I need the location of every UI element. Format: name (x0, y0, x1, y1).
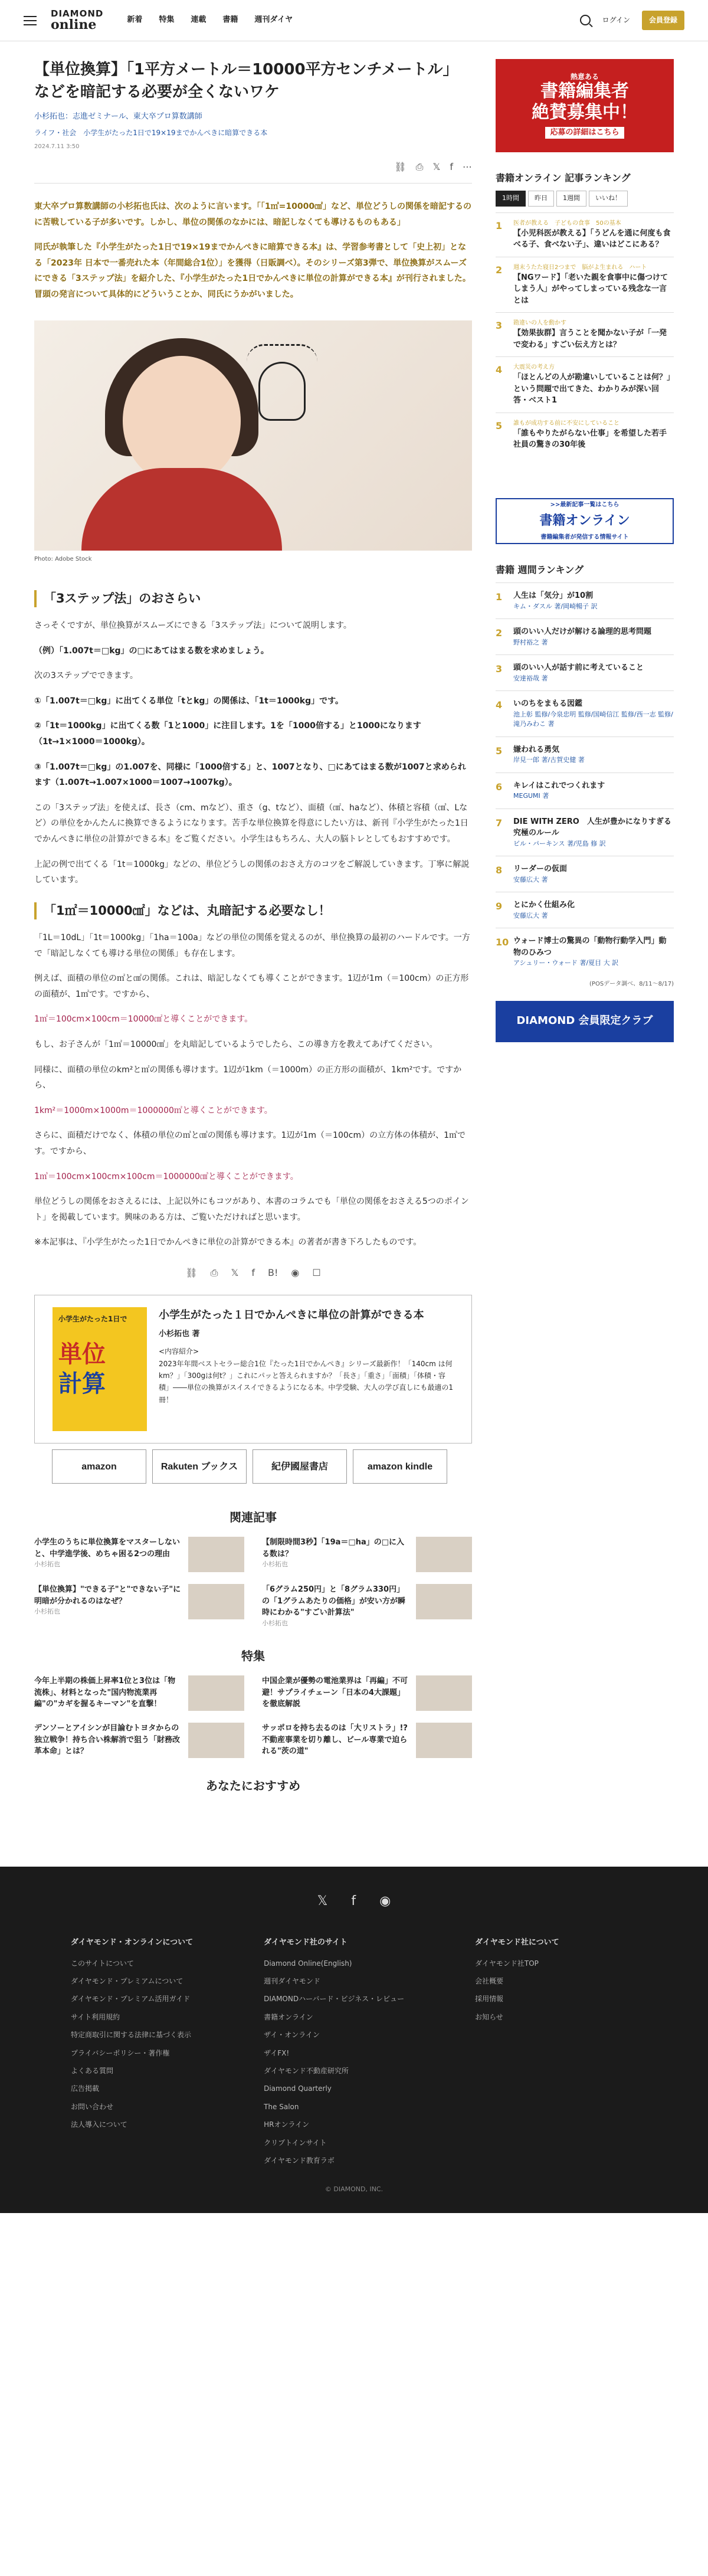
footer-link[interactable]: ダイヤモンド・プレミアム活用ガイド (71, 1995, 191, 2004)
member-club-banner[interactable]: DIAMOND 会員限定クラブ (496, 1001, 674, 1042)
footer-link[interactable]: ザイFX! (264, 2048, 290, 2057)
link-copy-icon[interactable]: ⛓ (185, 1267, 198, 1279)
banner-main: 書籍オンライン (539, 513, 630, 529)
related-author: 小杉拓也 (262, 1619, 288, 1627)
search-icon[interactable] (580, 15, 591, 25)
related-title: 小学生のうちに単位換算をマスターしないと、中学進学後、めちゃ困る2つの理由 (34, 1538, 181, 1559)
list-item[interactable] (262, 1584, 472, 1628)
nav-feature[interactable]: 特集 (159, 15, 175, 25)
rank-title: 頭のいい人が話す前に考えていること (513, 663, 644, 673)
article (34, 59, 472, 1831)
rank-title: 人生は「気分」が10割 (513, 591, 594, 601)
footer-link[interactable]: お問い合わせ (71, 2102, 114, 2111)
banner-small: >>最新記事一覧はこちら (550, 502, 620, 509)
line-share-icon[interactable]: ◉ (291, 1267, 300, 1279)
print-icon[interactable]: ⎙ (415, 161, 424, 172)
banner-line-2: 絶賛募集中！ (532, 102, 638, 123)
rank-number: 10 (496, 937, 509, 948)
paragraph: この「3ステップ法」を使えば、長さ（cm、mなど）、重さ（g、tなど）、面積（㎠、haなど）、体積と容積（㎤、Lなど）の単位をかんたんに換算できるようになります。苦手な単位換算を得意にしたい方は、新刊『小学生がたった1日でかんぺきに単位の計算ができる本』をご覧ください。小学生はもちろん、大人の脳トレとしてもおすすめです。 (34, 803, 468, 844)
footer-link[interactable]: 会社概要 (475, 1977, 504, 1986)
rakuten-button[interactable]: Rakuten ブックス (152, 1449, 247, 1484)
books-online-banner[interactable] (496, 498, 674, 544)
footer-link[interactable]: ダイヤモンド・プレミアムについて (71, 1977, 183, 1986)
rank-number: 4 (496, 364, 503, 376)
rank-number: 6 (496, 781, 503, 793)
rank-title: とにかく仕組み化 (513, 901, 575, 910)
ranking-item[interactable] (496, 312, 674, 356)
footer-link[interactable]: The Salon (264, 2102, 299, 2111)
print-icon[interactable]: ⎙ (210, 1267, 218, 1279)
ranking-item[interactable] (496, 212, 674, 257)
footer-col-sites (264, 1936, 404, 2173)
hatena-share-icon[interactable]: B! (267, 1267, 278, 1279)
link-copy-icon[interactable]: ⛓ (394, 161, 407, 172)
footer-link[interactable]: よくある質問 (71, 2067, 114, 2076)
hero-body-shape (81, 468, 282, 551)
rank-author: 岸見一郎 著/古賀史健 著 (513, 756, 585, 764)
ranking-item[interactable] (496, 809, 674, 856)
footer-link[interactable]: Diamond Online(English) (264, 1959, 352, 1968)
footer-link[interactable]: ダイヤモンド不動産研究所 (264, 2067, 349, 2076)
related-author: 小杉拓也 (34, 1608, 60, 1616)
rank-author: 安藤広大 著 (513, 911, 548, 919)
book-cover[interactable] (53, 1307, 147, 1431)
ranking-item[interactable] (496, 618, 674, 654)
book-cover-top: 小学生がたった1日で (58, 1315, 127, 1324)
ranking-item[interactable] (496, 356, 674, 413)
rank-title: 「ほとんどの人が勘違いしていることは何？」という問題で出てきた、わかりみが深い回答・ベスト1 (513, 373, 671, 405)
rank-author: 野村裕之 著 (513, 638, 548, 646)
social-links (71, 1890, 637, 1912)
ranking-item[interactable] (496, 737, 674, 773)
book-box (34, 1295, 472, 1444)
related-articles (34, 1537, 472, 1628)
facebook-share-icon[interactable]: f (251, 1267, 255, 1279)
rank-author: 池上彰 監修/今泉忠明 監修/国崎信江 監修/西一志 監修/滝乃みわこ 著 (513, 710, 673, 728)
rank-number: 7 (496, 817, 503, 829)
ranking-item[interactable] (496, 413, 674, 457)
footer-link[interactable]: ダイヤモンド教育ラボ (264, 2156, 335, 2165)
footer-link[interactable]: DIAMONDハーバード・ビジネス・レビュー (264, 1995, 405, 2004)
rank-title: リーダーの仮面 (513, 865, 568, 874)
store-links (34, 1449, 472, 1484)
footer-link[interactable]: Diamond Quarterly (264, 2084, 332, 2093)
book-summary: 2023年年間ベストセラー総合1位『たった1日でかんぺき』シリーズ最新作！「140cm は何km？」「300gは何t？」これにパッと答えられますか？「長さ」「重さ」「面積」「体積・容積」――単位の換算がスイスイできるようになる本。中学受験、大人の学び直しにも最適の1冊！ (159, 1359, 454, 1404)
site-footer (0, 1867, 708, 2213)
share-bar-top (34, 156, 472, 183)
menu-icon[interactable] (24, 16, 37, 25)
ranking-item[interactable] (496, 773, 674, 809)
thumbnail (188, 1584, 244, 1619)
rank-number: 4 (496, 699, 503, 711)
paragraph: 同様に、面積の単位のkm²と㎡の関係も導けます。1辺が1km（＝1000m）の正方形の面積が、1km²です。ですから、 (34, 1065, 462, 1091)
list-item[interactable] (262, 1675, 472, 1711)
rank-number: 5 (496, 420, 503, 431)
rank-author: 安藤広大 著 (513, 875, 548, 883)
footer-link[interactable]: クリプトインサイト (264, 2138, 327, 2147)
special-title: 今年上半期の株価上昇率1位と3位は「物流株」、材料となった"国内物流業再編"の"カギを握るキーマン"を直撃！ (34, 1677, 176, 1709)
logo-bottom: online (51, 17, 97, 32)
list-item[interactable] (34, 1584, 244, 1628)
recruit-banner[interactable] (496, 59, 674, 152)
x-share-icon[interactable]: 𝕏 (231, 1267, 239, 1279)
ranking-item[interactable] (496, 690, 674, 737)
rank-number: 1 (496, 220, 503, 231)
thumbnail (188, 1723, 244, 1758)
paragraph: 次の3ステップでできます。 (34, 671, 138, 681)
related-title: 【単位換算】"できる子"と"できない子"に明暗が分かれるのはなぜ？ (34, 1585, 181, 1606)
footer-link[interactable]: 法人導入について (71, 2120, 127, 2129)
ranking-list (496, 212, 674, 457)
banner-line-1: 書籍編集者 (540, 81, 629, 102)
rank-title: いのちをまもる図鑑 (513, 699, 583, 709)
rank-title: 「誰もやりたがらない仕事」を希望した若手社員の驚きの30年後 (513, 428, 667, 450)
logo-top: DIAMOND (51, 8, 104, 19)
rank-author: キム・ダスル 著/岡崎暢子 訳 (513, 602, 598, 610)
rank-number: 2 (496, 627, 503, 639)
copyright: © DIAMOND, INC. (324, 2185, 384, 2194)
x-icon[interactable]: 𝕏 (317, 1894, 328, 1909)
paragraph: 単位どうしの関係をおさえるには、上記以外にもコツがあり、本書のコラムでも「単位の関係をおさえる5つのポイント」を掲載しています。興味のある方は、ご覧いただければと思います。 (34, 1197, 469, 1222)
section-heading-1: 「3ステップ法」のおさらい (34, 590, 472, 607)
rank-title: 【小児科医が教える】「うどんを通に何度も食べる子、食べない子」、違いはどこにある？ (513, 228, 671, 250)
related-author: 小杉拓也 (262, 1560, 288, 1569)
article-lead (34, 183, 472, 303)
article-date: 2024.7.11 3:50 (34, 143, 80, 150)
paragraph: 例えば、面積の単位の㎡と㎠の関係。これは、暗記しなくても導くことができます。1辺が1m（＝100cm）の正方形の面積が、1㎡です。ですから、 (34, 974, 469, 999)
footer-link[interactable]: プライバシーポリシー・著作権 (71, 2048, 170, 2057)
amazon-button[interactable]: amazon (52, 1449, 146, 1484)
ranking-item[interactable] (496, 928, 674, 976)
step-1: ①「1.007t＝□kg」に出てくる単位「tとkg」の関係は、「1t＝1000kg」です。 (34, 696, 344, 706)
special-heading: 特集 (241, 1649, 265, 1664)
nav-new[interactable]: 新着 (127, 15, 143, 25)
footer-link[interactable]: 広告掲載 (71, 2084, 100, 2093)
rank-tag: 誰もが成功する前に不安にしていること (513, 420, 620, 427)
rank-title: 頭のいい人だけが解ける論理的思考問題 (513, 627, 652, 637)
lightbulb-icon (258, 362, 306, 421)
facebook-icon[interactable]: f (351, 1894, 356, 1909)
rank-tag: 大震災の考え方 (513, 364, 555, 371)
rank-title: 【効果抜群】言うことを聞かない子が「一発で変わる」すごい伝え方とは？ (513, 329, 667, 349)
site-logo[interactable] (51, 9, 103, 31)
list-item[interactable] (262, 1723, 472, 1758)
nav-weekly[interactable]: 週刊ダイヤ (254, 15, 293, 25)
banner-sub: 書籍編集者が発信する情報サイト (540, 533, 629, 541)
weekly-ranking-title: 書籍 週間ランキング (496, 564, 584, 575)
footer-link[interactable]: 特定商取引に関する法律に基づく表示 (71, 2031, 192, 2040)
thumbnail (416, 1537, 472, 1572)
footer-col-heading: ダイヤモンド社について (475, 1937, 559, 1947)
header-actions (580, 11, 684, 30)
list-item[interactable] (34, 1537, 244, 1572)
tab-likes[interactable]: いいね！ (589, 191, 628, 207)
list-item[interactable] (34, 1675, 244, 1711)
footer-link[interactable]: このサイトについて (71, 1959, 134, 1968)
related-title: 「6グラム250円」と「8グラム330円」の「1グラムあたりの価格」が安い方が瞬時にわかる"すごい計算法" (262, 1585, 405, 1618)
rank-author: MEGUMI 著 (513, 792, 549, 800)
thumbnail (188, 1675, 244, 1711)
paragraph: 「1L＝10dL」「1t＝1000kg」「1ha＝100a」などの単位の関係を覚えるのが、単位換算の最初のハードルです。一方で「暗記しなくても導ける単位の関係」も存在します。 (34, 933, 470, 958)
special-articles (34, 1675, 472, 1758)
paragraph: ※本記事は、『小学生がたった1日でかんぺきに単位の計算ができる本』の著者が書き下ろしたものです。 (34, 1238, 422, 1248)
footer-col-about (71, 1936, 193, 2173)
ranking-item[interactable] (496, 257, 674, 313)
rank-number: 2 (496, 264, 503, 276)
paragraph: さらに、面積だけでなく、体積の単位の㎥と㎤の関係も導けます。1辺が1m（＝100cm）の立方体の体積が、1㎥です。ですから、 (34, 1131, 466, 1157)
facebook-share-icon[interactable]: f (450, 161, 453, 172)
article-authors[interactable]: 小杉拓也：志進ゼミナール、東大卒プロ算数講師 (34, 112, 202, 122)
footer-col-company (475, 1936, 559, 2173)
formula-line: 1㎡＝100cm×100cm＝10000㎠と導くことができます。 (34, 1014, 253, 1024)
article-title: 【単位換算】「1平方メートル＝10000平方センチメートル」などを暗記する必要が全くないワケ (34, 61, 458, 101)
bookmark-icon[interactable]: ☐ (312, 1267, 321, 1279)
rank-title: DIE WITH ZERO 人生が豊かになりすぎる究極のルール (513, 817, 671, 838)
rank-tag: 週末うたた寝日2つまで 脳がよ生まれる ハート (513, 264, 647, 271)
ranking-item[interactable] (496, 892, 674, 928)
rank-number: 1 (496, 591, 503, 603)
thumbnail (416, 1584, 472, 1619)
lead-paragraph-2: 同氏が執筆した『小学生がたった1日で19×19までかんぺきに暗算できる本』は、学習参考書として「史上初」となる「2023年 日本で一番売れた本（年間総合1位）」を獲得（日販調べ）。そのシリーズ第3弾で、単位換算がスムーズにできる「3ステップ法」を紹介した、『小学生がたった1日でかんぺきに単位の計算ができる本』が刊行されました。冒頭の発言について具体的にどういうことか、同氏にうかがいました。 (34, 243, 471, 300)
nav-books[interactable]: 書籍 (222, 15, 238, 25)
thumbnail (416, 1675, 472, 1711)
list-item[interactable] (262, 1537, 472, 1572)
book-label: <内容紹介> (159, 1347, 199, 1356)
rank-author: 安達裕哉 著 (513, 674, 548, 682)
banner-tag: 熱意ある (570, 73, 599, 81)
example-line: （例）「1.007t＝□kg」の□にあてはまる数を求めましょう。 (34, 646, 269, 656)
related-title: 【制限時間3秒】「19a＝□ha」の□に入る数は？ (262, 1538, 405, 1559)
paragraph: もし、お子さんが「1㎡＝10000㎠」を丸暗記しているようでしたら、この導き方を教えてあげてください。 (34, 1040, 438, 1050)
rank-title: キレイはこれでつくれます (513, 781, 605, 790)
paragraph: さっそくですが、単位換算がスムーズにできる「3ステップ法」について説明します。 (34, 621, 352, 630)
book-info (159, 1307, 454, 1431)
rank-number: 8 (496, 865, 503, 876)
footer-link[interactable]: HRオンライン (264, 2120, 310, 2129)
formula-line: 1㎥＝100cm×100cm×100cm＝1000000㎤と導くことができます。 (34, 1171, 299, 1181)
paragraph: 上記の例で出てくる「1t＝1000kg」などの、単位どうしの関係のおさえ方のコツをご解説していきます。丁寧に解説しています。 (34, 859, 470, 885)
hero-rays-shape (247, 344, 317, 362)
lead-paragraph-1: 東大卒プロ算数講師の小杉拓也氏は、次のように言います。「「1㎡=10000㎠」など、単位どうしの関係を暗記するのに苦戦している子が多いです。しかし、単位の関係のなかには、暗記しなくても導けるものもある」 (34, 202, 472, 227)
weekly-ranking-list (496, 582, 674, 976)
share-bar-bottom (34, 1265, 472, 1281)
book-title[interactable]: 小学生がたった１日でかんぺきに単位の計算ができる本 (159, 1309, 424, 1322)
kindle-button[interactable]: amazon kindle (353, 1449, 447, 1484)
footer-link[interactable]: 採用情報 (475, 1995, 504, 2004)
footer-link[interactable]: ザイ・オンライン (264, 2031, 320, 2040)
site-header (0, 0, 708, 41)
page-body (0, 41, 708, 1831)
footer-link[interactable]: 書籍オンライン (264, 2012, 313, 2021)
global-nav (127, 14, 579, 27)
login-link[interactable]: ログイン (602, 16, 630, 25)
footer-link[interactable]: ダイヤモンド社TOP (475, 1959, 539, 1968)
rank-number: 3 (496, 663, 503, 675)
rank-author: ビル・パーキンス 著/児島 修 訳 (513, 839, 606, 847)
formula-line: 1km²＝1000m×1000m＝1000000㎡と導くことができます。 (34, 1105, 273, 1115)
kinokuniya-button[interactable]: 紀伊國屋書店 (253, 1449, 347, 1484)
rank-number: 5 (496, 745, 503, 757)
ranking-tabs (496, 191, 674, 207)
rank-title: 嫌われる勇気 (513, 745, 560, 754)
rank-title: 【NGワード】「老いた親を食事中に傷つけてしまう人」がやってしまっている残念な一言とは (513, 273, 668, 305)
x-share-icon[interactable]: 𝕏 (432, 161, 441, 172)
footer-link[interactable]: お知らせ (475, 2012, 503, 2021)
book-cover-word-1: 単位 (58, 1341, 106, 1369)
ranking-item[interactable] (496, 582, 674, 618)
footer-columns (71, 1936, 637, 2173)
related-author: 小杉拓也 (34, 1560, 60, 1569)
ranking-item[interactable] (496, 654, 674, 690)
footer-link[interactable]: 週刊ダイヤモンド (264, 1977, 320, 1986)
recommend-heading: あなたにおすすめ (205, 1779, 301, 1793)
rank-number: 9 (496, 901, 503, 912)
special-title: 中国企業が優勢の電池業界は「再編」不可避！サプライチェーン「日本の4大課題」を徹底解説 (262, 1677, 408, 1709)
related-heading: 関連記事 (230, 1510, 277, 1525)
list-item[interactable] (34, 1723, 244, 1758)
rank-tag: 医者が教える 子どもの食事 50の基本 (513, 220, 621, 227)
article-categories[interactable]: ライフ・社会 小学生がたった1日で19×19までかんぺきに暗算できる本 (34, 129, 268, 138)
thumbnail (416, 1723, 472, 1758)
book-cover-word-2: 計算 (58, 1370, 106, 1398)
special-title: デンソーとアイシンが目論むトヨタからの独立戦争！持ち合い株解消で狙う「財務改革本命」とは？ (34, 1724, 181, 1756)
ranking-source: (POSデータ調べ、8/11～8/17) (589, 980, 674, 987)
tab-1week[interactable]: 1週間 (556, 191, 586, 207)
book-author: 小杉拓也 著 (159, 1330, 200, 1339)
footer-col-heading: ダイヤモンド・オンラインについて (71, 1937, 194, 1947)
hero-face-shape (123, 356, 241, 486)
section-heading-2: 「1㎡＝10000㎠」などは、丸暗記する必要なし！ (34, 902, 472, 919)
rss-icon[interactable]: ◉ (379, 1894, 391, 1909)
rank-number: 3 (496, 320, 503, 332)
rank-title: ウォード博士の驚異の「動物行動学入門」動物のひみつ (513, 937, 667, 957)
hero-image (34, 320, 472, 551)
thumbnail (188, 1537, 244, 1572)
special-title: サッポロを持ち去るのは「大リストラ」!?不動産事業を切り離し、ビール専業で迫られる"茨の道" (262, 1724, 408, 1756)
tab-1hour[interactable]: 1時間 (496, 191, 526, 207)
more-share-icon[interactable]: ⋯ (463, 161, 472, 172)
footer-col-heading: ダイヤモンド社のサイト (264, 1937, 348, 1947)
footer-link[interactable]: サイト利用規約 (71, 2012, 120, 2021)
rank-tag: 勘違いの人を動かす (513, 320, 566, 327)
banner-sub: 応募の詳細はこちら (545, 127, 624, 139)
ranking-item[interactable] (496, 856, 674, 892)
sidebar (496, 59, 674, 1831)
step-3: ③「1.007t＝□kg」の1.007を、同様に「1000倍する」と、1007となり、□にあてはまる数が1007と求められます（1.007t→1.007×1000＝1007→1007kg）。 (34, 762, 466, 788)
step-2: ②「1t＝1000kg」に出てくる数「1と1000」に注目します。1を「1000倍する」と1000になります（1t→1×1000＝1000kg）。 (34, 721, 421, 747)
nav-series[interactable]: 連載 (191, 15, 206, 25)
tab-yesterday[interactable]: 昨日 (528, 191, 554, 207)
photo-credit: Photo: Adobe Stock (34, 555, 92, 562)
ranking-title: 書籍オンライン 記事ランキング (496, 172, 631, 184)
rank-author: アシュリー・ウォード 著/夏目 大 訳 (513, 959, 619, 967)
register-button[interactable]: 会員登録 (642, 11, 684, 30)
